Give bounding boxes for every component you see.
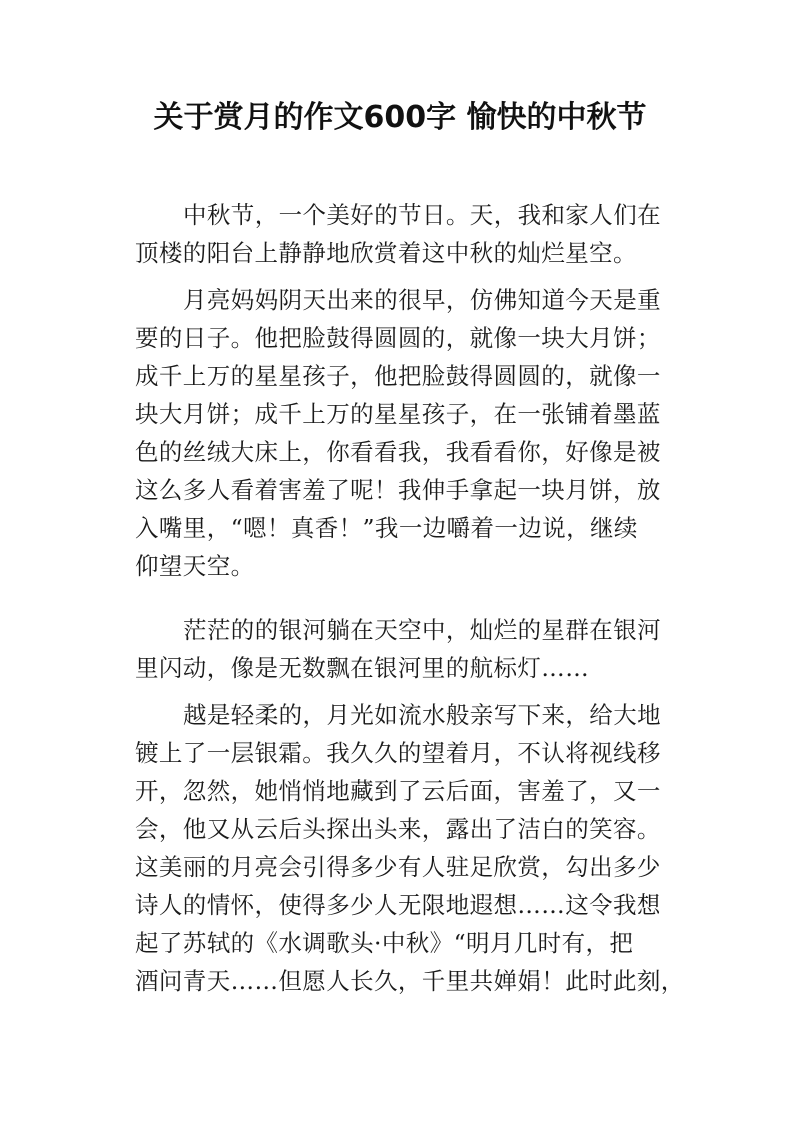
paragraph-2-line-6: 这么多人看着害羞了呢！我伸手拿起一块月饼，放: [135, 476, 661, 504]
paragraph-2-line-5: 色的丝绒大床上，你看看我，我看看你，好像是被: [135, 438, 661, 466]
paragraph-1-line-1: 中秋节，一个美好的节日。天，我和家人们在: [183, 201, 661, 229]
paragraph-2-line-3: 成千上万的星星孩子，他把脸鼓得圆圆的，就像一: [135, 362, 661, 390]
paragraph-4-line-8: 酒问青天……但愿人长久，千里共婵娟！此时此刻，: [135, 967, 685, 995]
paragraph-2-line-2: 要的日子。他把脸鼓得圆圆的，就像一块大月饼；: [135, 324, 661, 352]
paragraph-4-line-2: 镀上了一层银霜。我久久的望着月，不认将视线移: [135, 739, 661, 767]
paragraph-3-line-1: 茫茫的的银河躺在天空中，灿烂的星群在银河: [183, 616, 661, 644]
paragraph-gap: [135, 585, 675, 611]
paragraph-4-line-1: 越是轻柔的，月光如流水般亲写下来，给大地: [183, 701, 661, 729]
paragraph-3-line-2: 里闪动，像是无数飘在银河里的航标灯……: [135, 654, 590, 682]
paragraph-4-line-6: 诗人的情怀，使得多少人无限地遐想……这令我想: [135, 891, 661, 919]
paragraph-4-line-5: 这美丽的月亮会引得多少有人驻足欣赏，勾出多少: [135, 853, 661, 881]
paragraph-2-line-8: 仰望天空。: [135, 552, 255, 580]
document-body: [135, 196, 685, 1000]
paragraph-1-line-2: 顶楼的阳台上静静地欣赏着这中秋的灿烂星空。: [135, 239, 637, 267]
paragraph-gap: [135, 272, 675, 281]
paragraph-4-line-4: 会，他又从云后头探出头来，露出了洁白的笑容。: [135, 815, 661, 843]
paragraph-4-line-3: 开，忽然，她悄悄地藏到了云后面，害羞了，又一: [135, 777, 661, 805]
paragraph-2-line-4: 块大月饼；成千上万的星星孩子，在一张铺着墨蓝: [135, 400, 661, 428]
paragraph-gap: [135, 687, 675, 696]
paragraph-4-line-7: 起了苏轼的《水调歌头·中秋》“明月几时有，把: [135, 929, 634, 957]
paragraph-2-line-1: 月亮妈妈阴天出来的很早，仿佛知道今天是重: [183, 286, 661, 314]
document-title: 关于赏月的作文600字 愉快的中秋节: [153, 100, 647, 135]
paragraph-2-line-7: 入嘴里，“嗯！真香！”我一边嚼着一边说，继续: [135, 514, 638, 542]
